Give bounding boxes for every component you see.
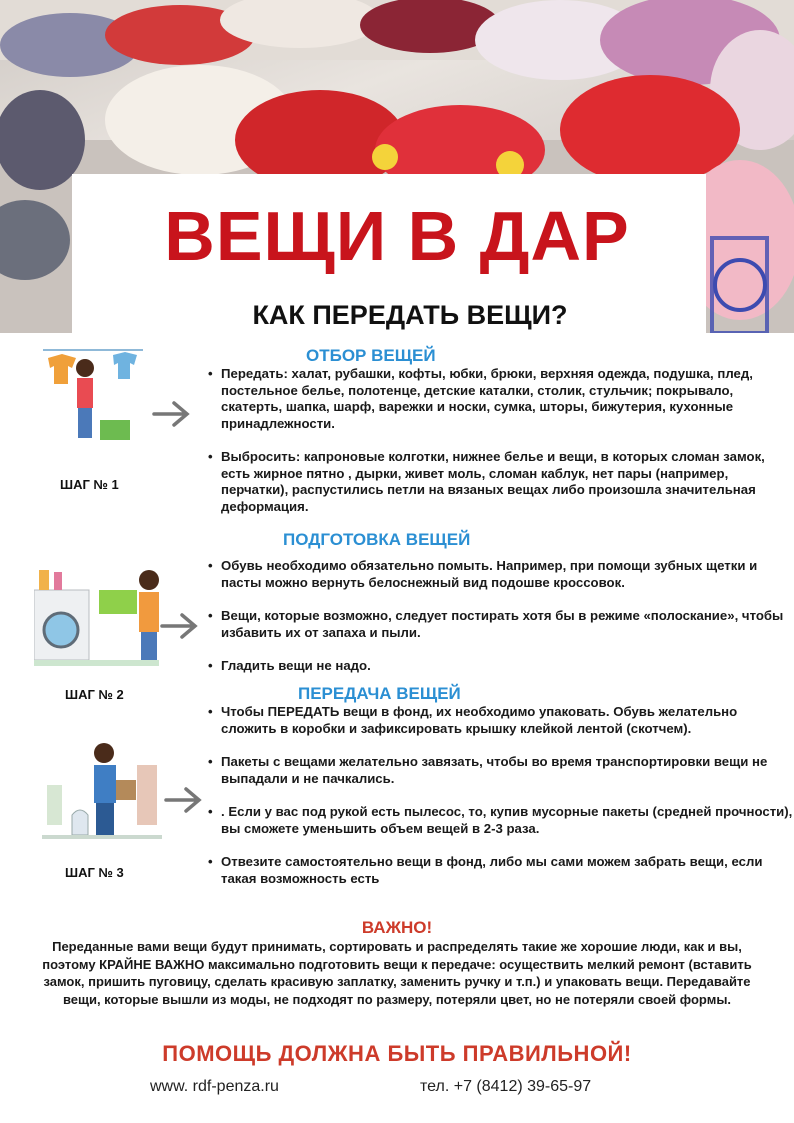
list-item: • Обувь необходимо обязательно помыть. Например, при помощи зубных щетки и пасты можно вернуть белоснежный вид подошве кроссовок.	[221, 558, 793, 591]
phone-number: тел. +7 (8412) 39-65-97	[420, 1078, 592, 1095]
list-item: • Выбросить: капроновые колготки, нижнее белье и вещи, в которых сломан замок, есть жирное пятно , дырки, живет моль, сломан каблук, нет пары (например, перчатки), распустились петли на вязаных вещах либо произошла значительная деформация.	[221, 449, 793, 515]
clothes-selection-illustration	[38, 340, 148, 450]
list-item: • Отвезите самостоятельно вещи в фонд, либо мы сами можем забрать вещи, если такая возможность есть	[221, 854, 793, 887]
slogan: ПОМОЩЬ ДОЛЖНА БЫТЬ ПРАВИЛЬНОЙ!	[162, 1041, 632, 1066]
important-text: Переданные вами вещи будут принимать, сортировать и распределять такие же хорошие люди, как и вы, поэтому КРАЙНЕ ВАЖНО максимально подготовить вещи к передаче: осуществить мелкий ремонт (вставить замок, пришить пуговицу, сделать красивую заплатку, заменить ручку и т.п.) и упаковать вещи. Передавайте вещи, которые вышли из моды, не подходят по размеру, потеряли цвет, но не потеряли своей формы.	[42, 939, 752, 1007]
important-heading: ВАЖНО!	[361, 918, 433, 937]
list-item: • . Если у вас под рукой есть пылесос, то, купив мусорные пакеты (средней прочности), вы сможете уменьшить объем вещей в 2-3 раза.	[221, 804, 793, 837]
step-label-1: ШАГ № 1	[60, 477, 119, 492]
delivery-illustration	[42, 735, 167, 845]
arrow-right-icon	[160, 612, 200, 640]
step-2-list	[205, 558, 793, 675]
list-item: • Пакеты с вещами желательно завязать, чтобы во время транспортировки вещи не выпадали и не пачкались.	[221, 754, 793, 787]
step-1-list	[205, 366, 793, 515]
page-subtitle: КАК ПЕРЕДАТЬ ВЕЩИ?	[252, 300, 568, 330]
list-item: • Гладить вещи не надо.	[221, 658, 793, 675]
laundry-illustration	[34, 560, 164, 670]
page-title: ВЕЩИ В ДАР	[164, 197, 630, 275]
section-heading-handover: ПЕРЕДАЧА ВЕЩЕЙ	[298, 684, 461, 703]
step-label-2: ШАГ № 2	[65, 687, 124, 702]
list-item: • Передать: халат, рубашки, кофты, юбки, брюки, верхняя одежда, подушка, плед, постельное белье, полотенце, детские каталки, столик, стульчик; покрывало, скатерть, шапка, шарф, варежки и носки, сумка, шторы, бижутерия, кухонные принадлежности.	[221, 366, 793, 432]
step-3-list	[205, 704, 793, 887]
list-item: • Чтобы ПЕРЕДАТЬ вещи в фонд, их необходимо упаковать. Обувь желательно сложить в коробки и зафиксировать крышку клейкой лентой (скотчем).	[221, 704, 793, 737]
section-heading-selection: ОТБОР ВЕЩЕЙ	[306, 346, 436, 365]
list-item: • Вещи, которые возможно, следует постирать хотя бы в режиме «полоскание», чтобы избавить их от запаха и пыли.	[221, 608, 793, 641]
website-link[interactable]: www. rdf-penza.ru	[150, 1078, 279, 1095]
step-label-3: ШАГ № 3	[65, 865, 124, 880]
section-heading-preparation: ПОДГОТОВКА ВЕЩЕЙ	[283, 530, 471, 549]
arrow-right-icon	[152, 400, 192, 428]
arrow-right-icon	[164, 786, 204, 814]
